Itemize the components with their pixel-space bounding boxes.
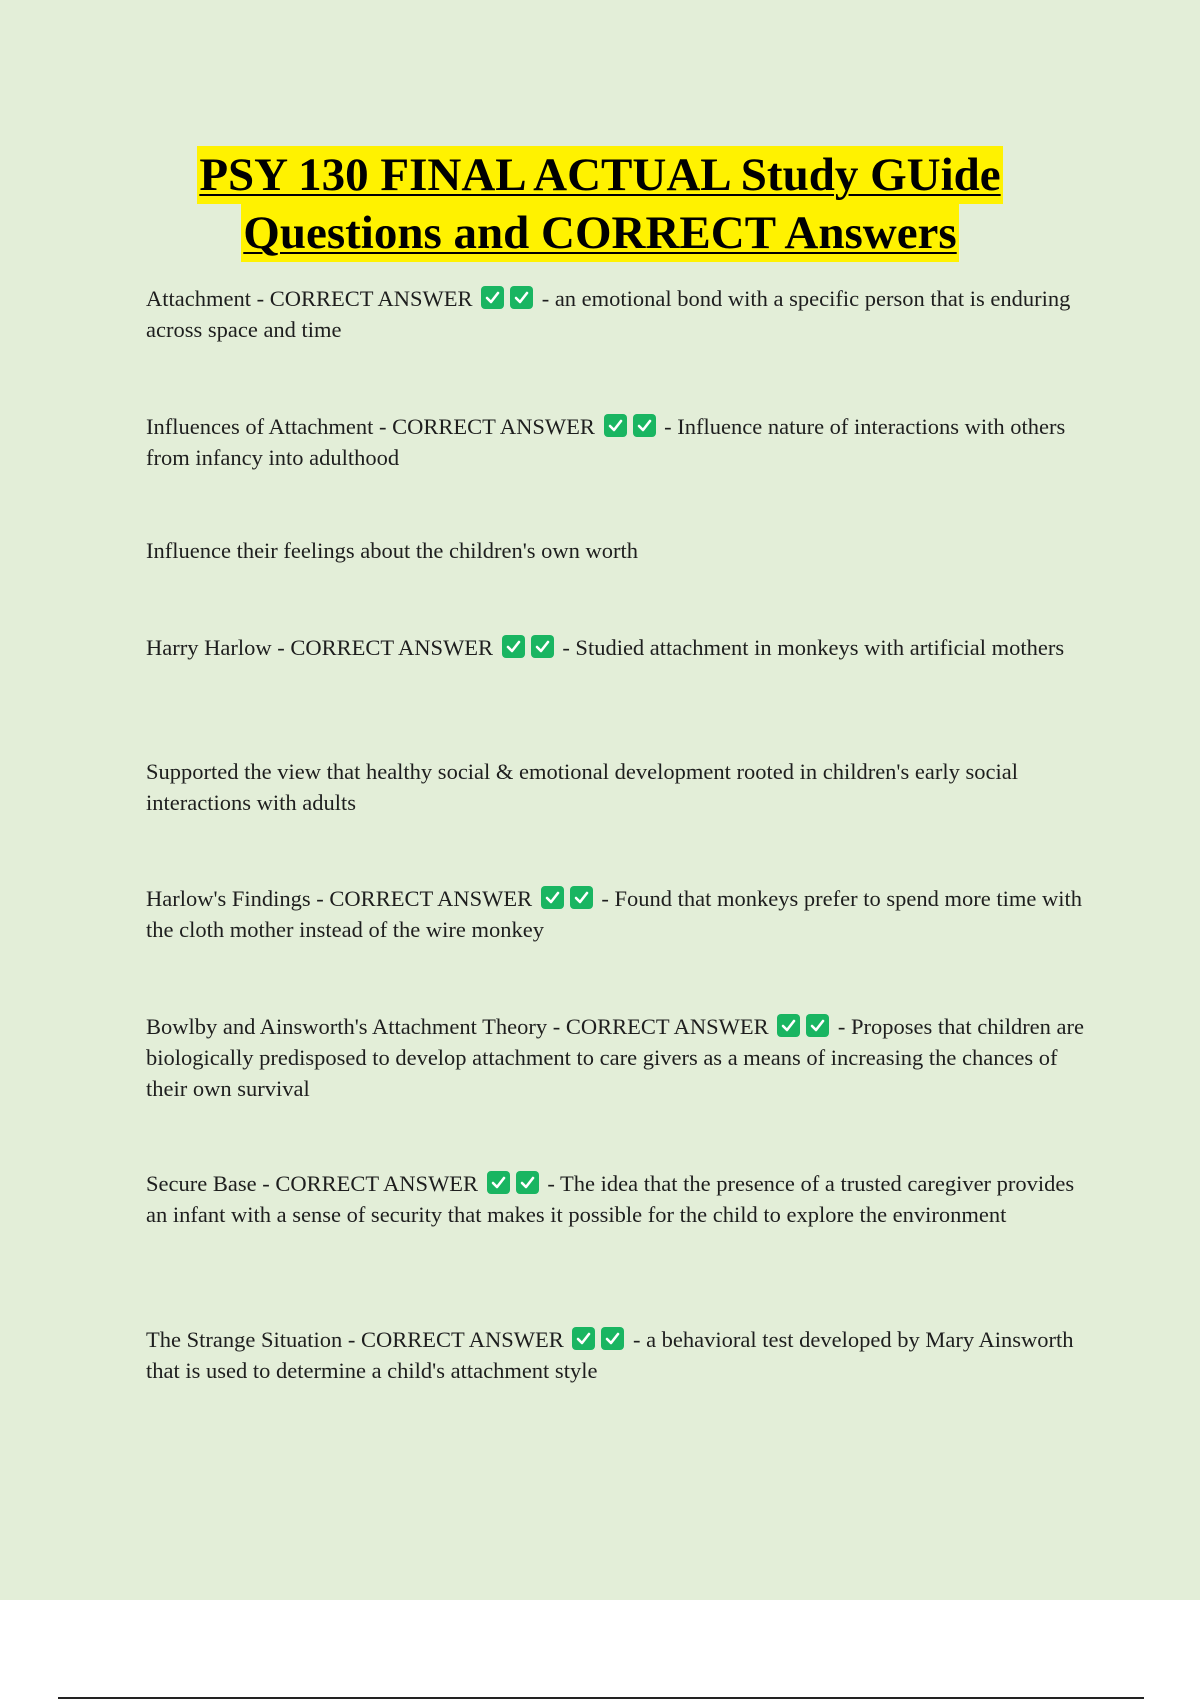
- paragraph-text: Influence their feelings about the children's own worth: [146, 538, 639, 563]
- note-paragraph: [146, 535, 1086, 566]
- check-mark-button-icon: [633, 414, 656, 437]
- check-mark-button-icon: [570, 886, 593, 909]
- entry-term: Harry Harlow - CORRECT ANSWER: [146, 635, 494, 660]
- entry-definition: - The idea that the presence of a trusted caregiver provides an infant with a sense of security that makes it possible for the child to explore the environment: [146, 1171, 1075, 1227]
- check-mark-button-icon: [541, 886, 564, 909]
- entry-definition: - Proposes that children are biologically predisposed to develop attachment to care givers as a means of increasing the chances of their own survival: [146, 1014, 1085, 1101]
- note-paragraph: [146, 756, 1086, 818]
- check-mark-button-icon: [516, 1171, 539, 1194]
- qa-entry: [146, 411, 1086, 473]
- entry-term: Attachment - CORRECT ANSWER: [146, 286, 473, 311]
- check-mark-button-icon: [777, 1014, 800, 1037]
- title-line-2: Questions and CORRECT Answers: [241, 204, 958, 262]
- qa-entry: [146, 283, 1086, 345]
- check-mark-button-icon: [481, 286, 504, 309]
- paragraph-text: Supported the view that healthy social & emotional development rooted in children's early social interactions with adults: [146, 759, 1018, 815]
- entry-term: Secure Base - CORRECT ANSWER: [146, 1171, 479, 1196]
- entry-term: Influences of Attachment - CORRECT ANSWER: [146, 414, 595, 439]
- entry-term: The Strange Situation - CORRECT ANSWER: [146, 1327, 564, 1352]
- qa-entry: [146, 1168, 1086, 1230]
- check-mark-button-icon: [487, 1171, 510, 1194]
- title-line-1: PSY 130 FINAL ACTUAL Study GUide: [197, 146, 1002, 204]
- entry-definition: - Influence nature of interactions with others from infancy into adulthood: [146, 414, 1066, 470]
- entry-term: Harlow's Findings - CORRECT ANSWER: [146, 886, 533, 911]
- qa-entry: [146, 632, 1086, 663]
- document-title: [0, 146, 1200, 262]
- footer-divider: [58, 1697, 1144, 1699]
- entry-definition: - Studied attachment in monkeys with artificial mothers: [556, 635, 1065, 660]
- entry-definition: - an emotional bond with a specific person that is enduring across space and time: [146, 286, 1071, 342]
- check-mark-button-icon: [572, 1327, 595, 1350]
- check-mark-button-icon: [601, 1327, 624, 1350]
- entry-definition: - Found that monkeys prefer to spend more time with the cloth mother instead of the wire monkey: [146, 886, 1082, 942]
- check-mark-button-icon: [806, 1014, 829, 1037]
- check-mark-button-icon: [531, 635, 554, 658]
- entry-definition: - a behavioral test developed by Mary Ainsworth that is used to determine a child's attachment style: [146, 1327, 1074, 1383]
- check-mark-button-icon: [510, 286, 533, 309]
- check-mark-button-icon: [502, 635, 525, 658]
- qa-entry: [146, 1324, 1086, 1386]
- check-mark-button-icon: [604, 414, 627, 437]
- qa-entry: [146, 1011, 1086, 1104]
- qa-entry: [146, 883, 1086, 945]
- entry-term: Bowlby and Ainsworth's Attachment Theory - CORRECT ANSWER: [146, 1014, 769, 1039]
